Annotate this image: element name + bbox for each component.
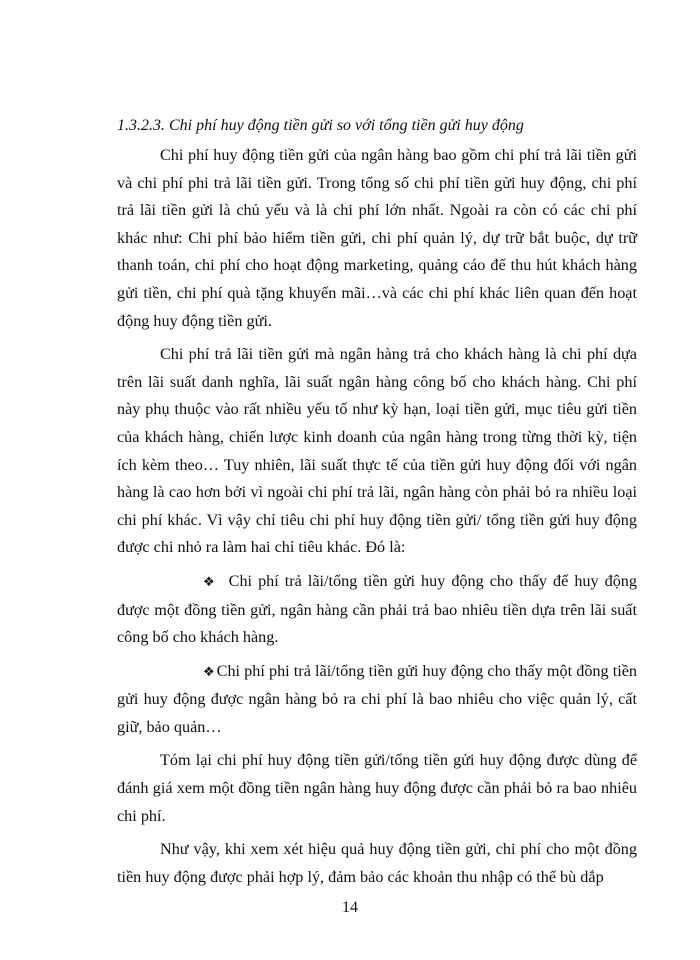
diamond-bullet-icon: ❖ — [203, 574, 215, 590]
paragraph-interest-cost: Chi phí trả lãi tiền gửi mà ngân hàng trả cho khách hàng là chi phí dựa trên lãi suất danh nghĩa, lãi suất ngân hàng công bố cho khách hàng. Chi phí này phụ thuộc vào rất nhiều yếu tố như kỳ hạn, loại tiền gửi, mục tiêu gửi tiền của khách hàng, chiến lược kinh doanh của ngân hàng trong từng thời kỳ, tiện ích kèm theo… Tuy nhiên, lãi suất thực tế của tiền gửi huy động đối với ngân hàng là cao hơn bởi vì ngoài chi phí trả lãi, ngân hàng còn phải bỏ ra nhiều loại chi phí khác. Vì vậy chỉ tiêu chi phí huy động tiền gửi/ tổng tiền gửi huy động được chi nhỏ ra làm hai chỉ tiêu khác. Đó là: — [117, 345, 637, 557]
page-number: 14 — [342, 899, 358, 916]
paragraph-summary: Tóm lại chi phí huy động tiền gửi/tổng tiền gửi huy động được dùng để đánh giá xem một đồng tiền ngân hàng huy động được cần phải bỏ ra bao nhiêu chi phí. — [117, 751, 637, 825]
section-heading: 1.3.2.3. Chi phí huy động tiền gửi so với tổng tiền gửi huy động — [117, 117, 524, 134]
bullet-text: Chi phí trả lãi/tổng tiền gửi huy động cho thấy để huy động được một đồng tiền gửi, ngân hàng cần phải trả bao nhiêu tiền dựa trên lãi suất công bố cho khách hàng. — [117, 571, 637, 647]
paragraph-costs-overview: Chi phí huy động tiền gửi của ngân hàng bao gồm chi phí trả lãi tiền gửi và chi phí phi trả lãi tiền gửi. Trong tổng số chi phí tiền gửi huy động, chi phí trả lãi tiền gửi là chủ yếu và là chi phí lớn nhất. Ngoài ra còn có các chi phí khác như: Chi phí bảo hiểm tiền gửi, chi phí quản lý, dự trữ bắt buộc, dự trữ thanh toán, chi phí cho hoạt động marketing, quảng cáo để thu hút khách hàng gửi tiền, chi phí quà tặng khuyến mãi…và các chi phí khác liên quan đến hoạt động huy động tiền gửi. — [117, 146, 637, 330]
bullet-text: Chi phí phi trả lãi/tổng tiền gửi huy động cho thấy một đồng tiền gửi huy động được ngân hàng bỏ ra chi phí là bao nhiêu cho việc quản lý, cất giữ, bảo quản… — [117, 661, 637, 736]
bullet-item-noninterest-ratio — [117, 658, 637, 742]
document-body — [117, 112, 637, 897]
paragraph-conclusion: Như vậy, khi xem xét hiệu quả huy động tiền gửi, chi phí cho một đồng tiền huy động được phải hợp lý, đảm bảo các khoản thu nhập có thể bù dắp — [117, 840, 637, 886]
bullet-item-interest-ratio — [117, 568, 637, 652]
diamond-bullet-icon: ❖ — [203, 664, 215, 680]
